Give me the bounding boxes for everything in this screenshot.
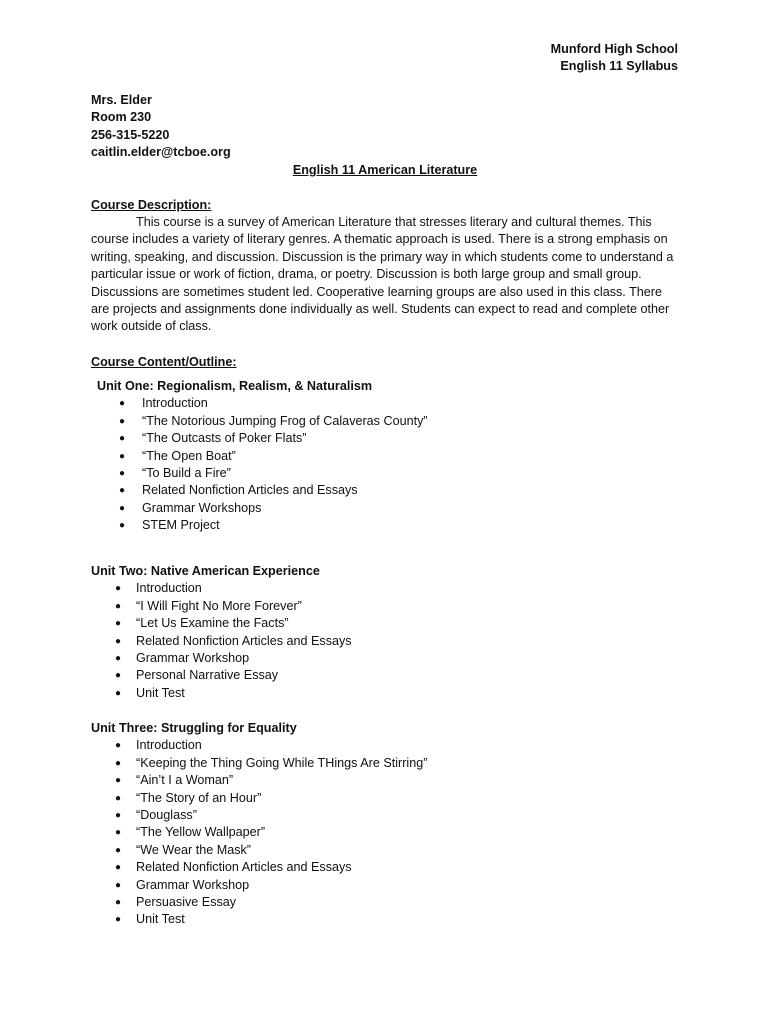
course-description-text: This course is a survey of American Literature that stresses literary and cultural themes. This course includes a variety of literary genres. A thematic approach is used. There is a strong emphasis on writing, speaking, and discussion. Discussion is the primary way in which students come to understand a particular issue or work of fiction, drama, or poetry. Discussion is both large group and small group. Discussions are sometimes student led. Cooperative learning groups are also used in this class. There are projects and assignments done individually as well. Students can expect to read and complete other work outside of class.: [91, 215, 674, 334]
bullet-icon: ●: [115, 653, 122, 665]
bullet-icon: ●: [115, 844, 122, 856]
bullet-icon: ●: [115, 618, 122, 630]
bullet-icon: ●: [115, 827, 122, 839]
list-item: ● “Let Us Examine the Facts”: [91, 615, 352, 632]
list-item: ● Introduction: [97, 395, 428, 412]
unit-one-list: [97, 395, 428, 534]
bullet-icon: ●: [115, 740, 122, 752]
list-item: ● Persuasive Essay: [91, 894, 427, 911]
bullet-icon: ●: [115, 810, 122, 822]
unit-three: [91, 720, 427, 929]
bullet-icon: ●: [119, 450, 126, 462]
syllabus-label: English 11 Syllabus: [560, 59, 678, 74]
list-item: ● “Keeping the Thing Going While THings Are Stirring”: [91, 755, 427, 772]
list-item: ● Related Nonfiction Articles and Essays: [91, 633, 352, 650]
bullet-icon: ●: [119, 485, 126, 497]
unit-two-list: [91, 580, 352, 702]
bullet-icon: ●: [119, 468, 126, 480]
bullet-icon: ●: [115, 600, 122, 612]
bullet-icon: ●: [115, 757, 122, 769]
list-item: ● “The Yellow Wallpaper”: [91, 824, 427, 841]
list-item: ● “The Story of an Hour”: [91, 790, 427, 807]
page-title: English 11 American Literature: [292, 163, 478, 177]
bullet-icon: ●: [115, 583, 122, 595]
bullet-icon: ●: [115, 879, 122, 891]
list-item: ● “The Outcasts of Poker Flats”: [97, 430, 428, 447]
bullet-icon: ●: [119, 398, 126, 410]
bullet-icon: ●: [119, 415, 126, 427]
document-header: [551, 41, 678, 76]
list-item: ● Grammar Workshop: [91, 650, 352, 667]
list-item: ● Introduction: [91, 737, 427, 754]
list-item: ● Introduction: [91, 580, 352, 597]
list-item: ● Related Nonfiction Articles and Essays: [97, 482, 428, 499]
bullet-icon: ●: [115, 792, 122, 804]
bullet-icon: ●: [115, 635, 122, 647]
list-item: ● STEM Project: [97, 517, 428, 534]
bullet-icon: ●: [115, 897, 122, 909]
bullet-icon: ●: [119, 433, 126, 445]
unit-title: Unit Three: Struggling for Equality: [91, 721, 297, 735]
unit-one: [97, 378, 428, 535]
list-item: ● “I Will Fight No More Forever”: [91, 598, 352, 615]
list-item: ● Unit Test: [91, 685, 352, 702]
list-item: ● Related Nonfiction Articles and Essays: [91, 859, 427, 876]
bullet-icon: ●: [115, 862, 122, 874]
unit-three-list: [91, 737, 427, 928]
unit-title: Unit Two: Native American Experience: [91, 564, 320, 578]
school-name: Munford High School: [550, 42, 678, 56]
unit-title: Unit One: Regionalism, Realism, & Naturalism: [97, 379, 373, 393]
list-item: ● Unit Test: [91, 911, 427, 928]
teacher-phone: 256-315-5220: [91, 127, 170, 142]
teacher-email: caitlin.elder@tcboe.org: [91, 145, 231, 160]
unit-two: [91, 563, 352, 702]
teacher-room: Room 230: [91, 110, 152, 125]
course-description-heading: Course Description:: [91, 198, 212, 212]
bullet-icon: ●: [119, 520, 126, 532]
bullet-icon: ●: [115, 687, 122, 699]
bullet-icon: ●: [119, 502, 126, 514]
list-item: ● Personal Narrative Essay: [91, 667, 352, 684]
list-item: ● Grammar Workshops: [97, 500, 428, 517]
list-item: ● “To Build a Fire”: [97, 465, 428, 482]
list-item: ● “Douglass”: [91, 807, 427, 824]
bullet-icon: ●: [115, 775, 122, 787]
bullet-icon: ●: [115, 670, 122, 682]
list-item: ● Grammar Workshop: [91, 877, 427, 894]
bullet-icon: ●: [115, 914, 122, 926]
teacher-name: Mrs. Elder: [91, 93, 152, 107]
teacher-info: [91, 92, 231, 162]
list-item: ● “Ain’t I a Woman”: [91, 772, 427, 789]
list-item: ● “We Wear the Mask”: [91, 842, 427, 859]
course-content-heading: Course Content/Outline:: [91, 355, 237, 369]
list-item: ● “The Notorious Jumping Frog of Calaveras County”: [97, 413, 428, 430]
list-item: ● “The Open Boat”: [97, 448, 428, 465]
